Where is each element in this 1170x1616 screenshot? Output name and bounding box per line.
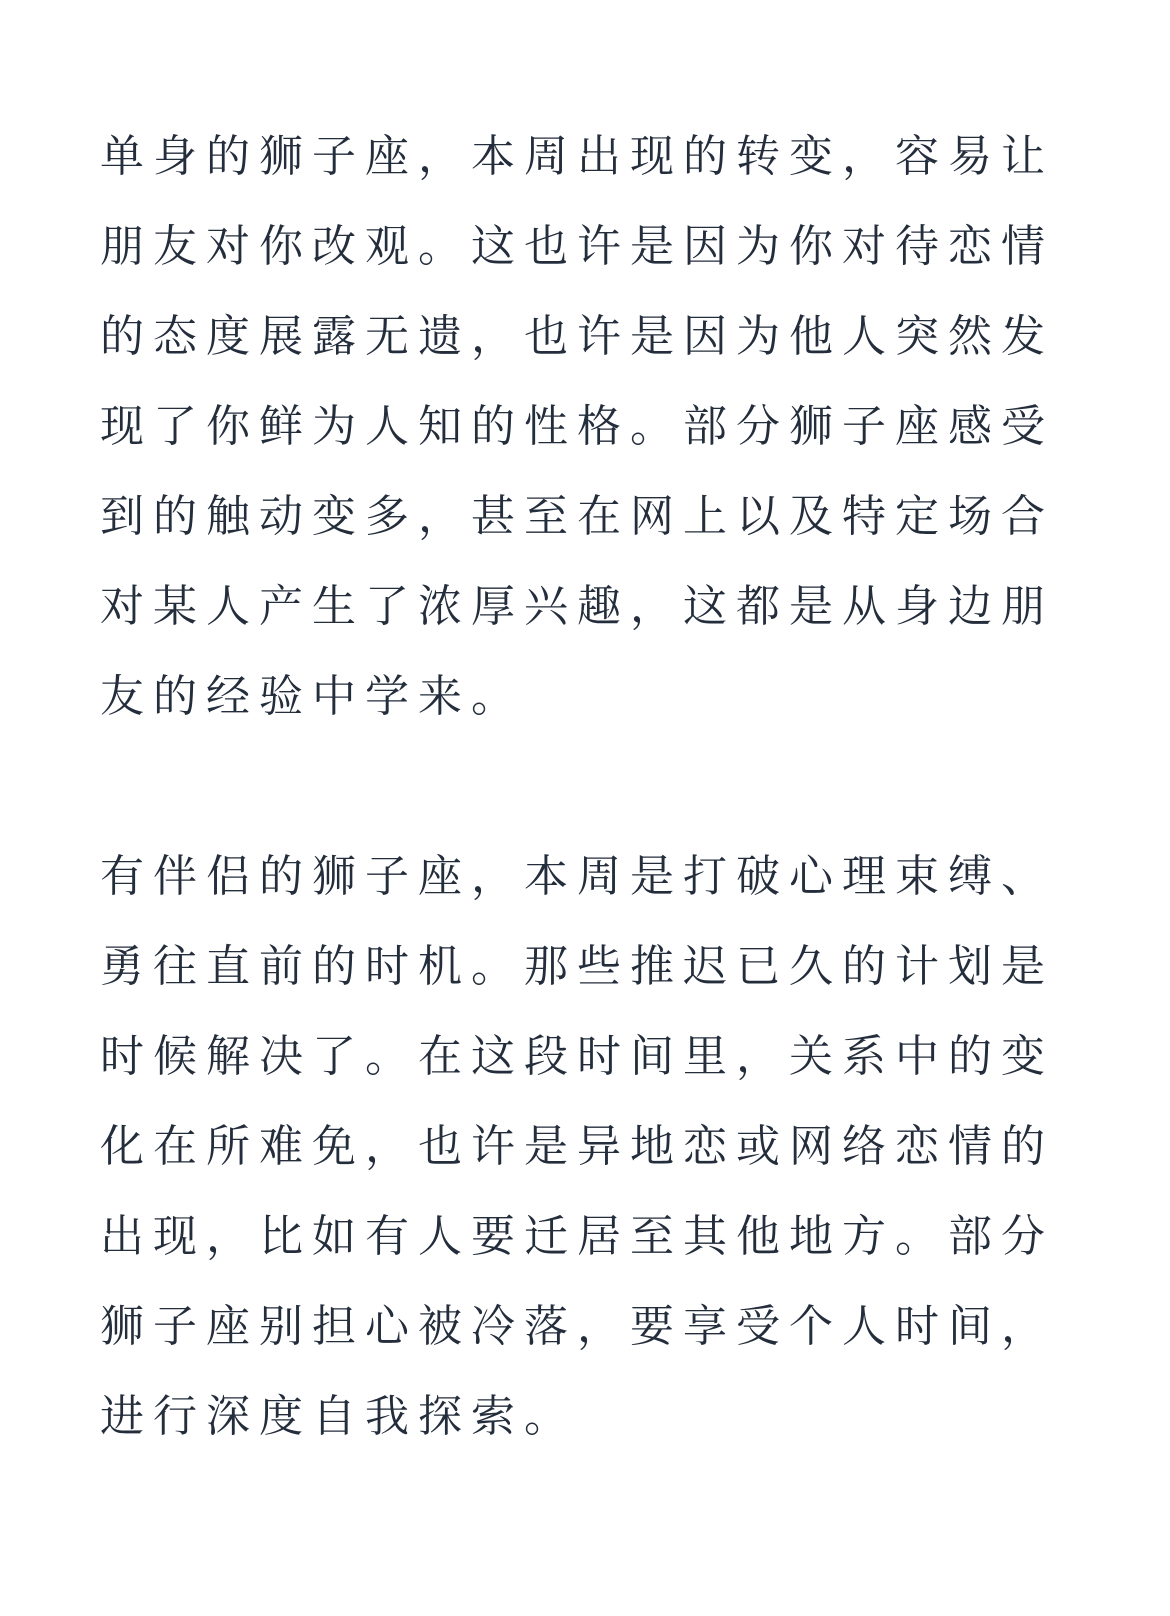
paragraph-single <box>100 112 1055 742</box>
text-line: 有伴侣的狮子座，本周是打破心理束缚、 <box>100 851 1054 902</box>
text-line: 单身的狮子座，本周出现的转变，容易让 <box>100 131 1054 182</box>
text-line: 狮子座别担心被冷落，要享受个人时间， <box>100 1301 1054 1352</box>
text-line: 现了你鲜为人知的性格。部分狮子座感受 <box>100 401 1054 452</box>
text-line: 勇往直前的时机。那些推迟已久的计划是 <box>100 941 1054 992</box>
text-line: 朋友对你改观。这也许是因为你对待恋情 <box>100 221 1054 272</box>
text-line: 对某人产生了浓厚兴趣，这都是从身边朋 <box>100 581 1054 632</box>
text-line: 时候解决了。在这段时间里，关系中的变 <box>100 1031 1054 1082</box>
text-line: 的态度展露无遗，也许是因为他人突然发 <box>100 311 1054 362</box>
paragraph-partnered <box>100 832 1055 1462</box>
text-line: 进行深度自我探索。 <box>100 1391 577 1442</box>
text-line: 友的经验中学来。 <box>100 671 524 722</box>
article-body <box>100 112 1055 1462</box>
text-line: 出现，比如有人要迁居至其他地方。部分 <box>100 1211 1054 1262</box>
paragraph-spacer <box>100 742 1055 832</box>
text-line: 化在所难免，也许是异地恋或网络恋情的 <box>100 1121 1054 1172</box>
text-line: 到的触动变多，甚至在网上以及特定场合 <box>100 491 1054 542</box>
